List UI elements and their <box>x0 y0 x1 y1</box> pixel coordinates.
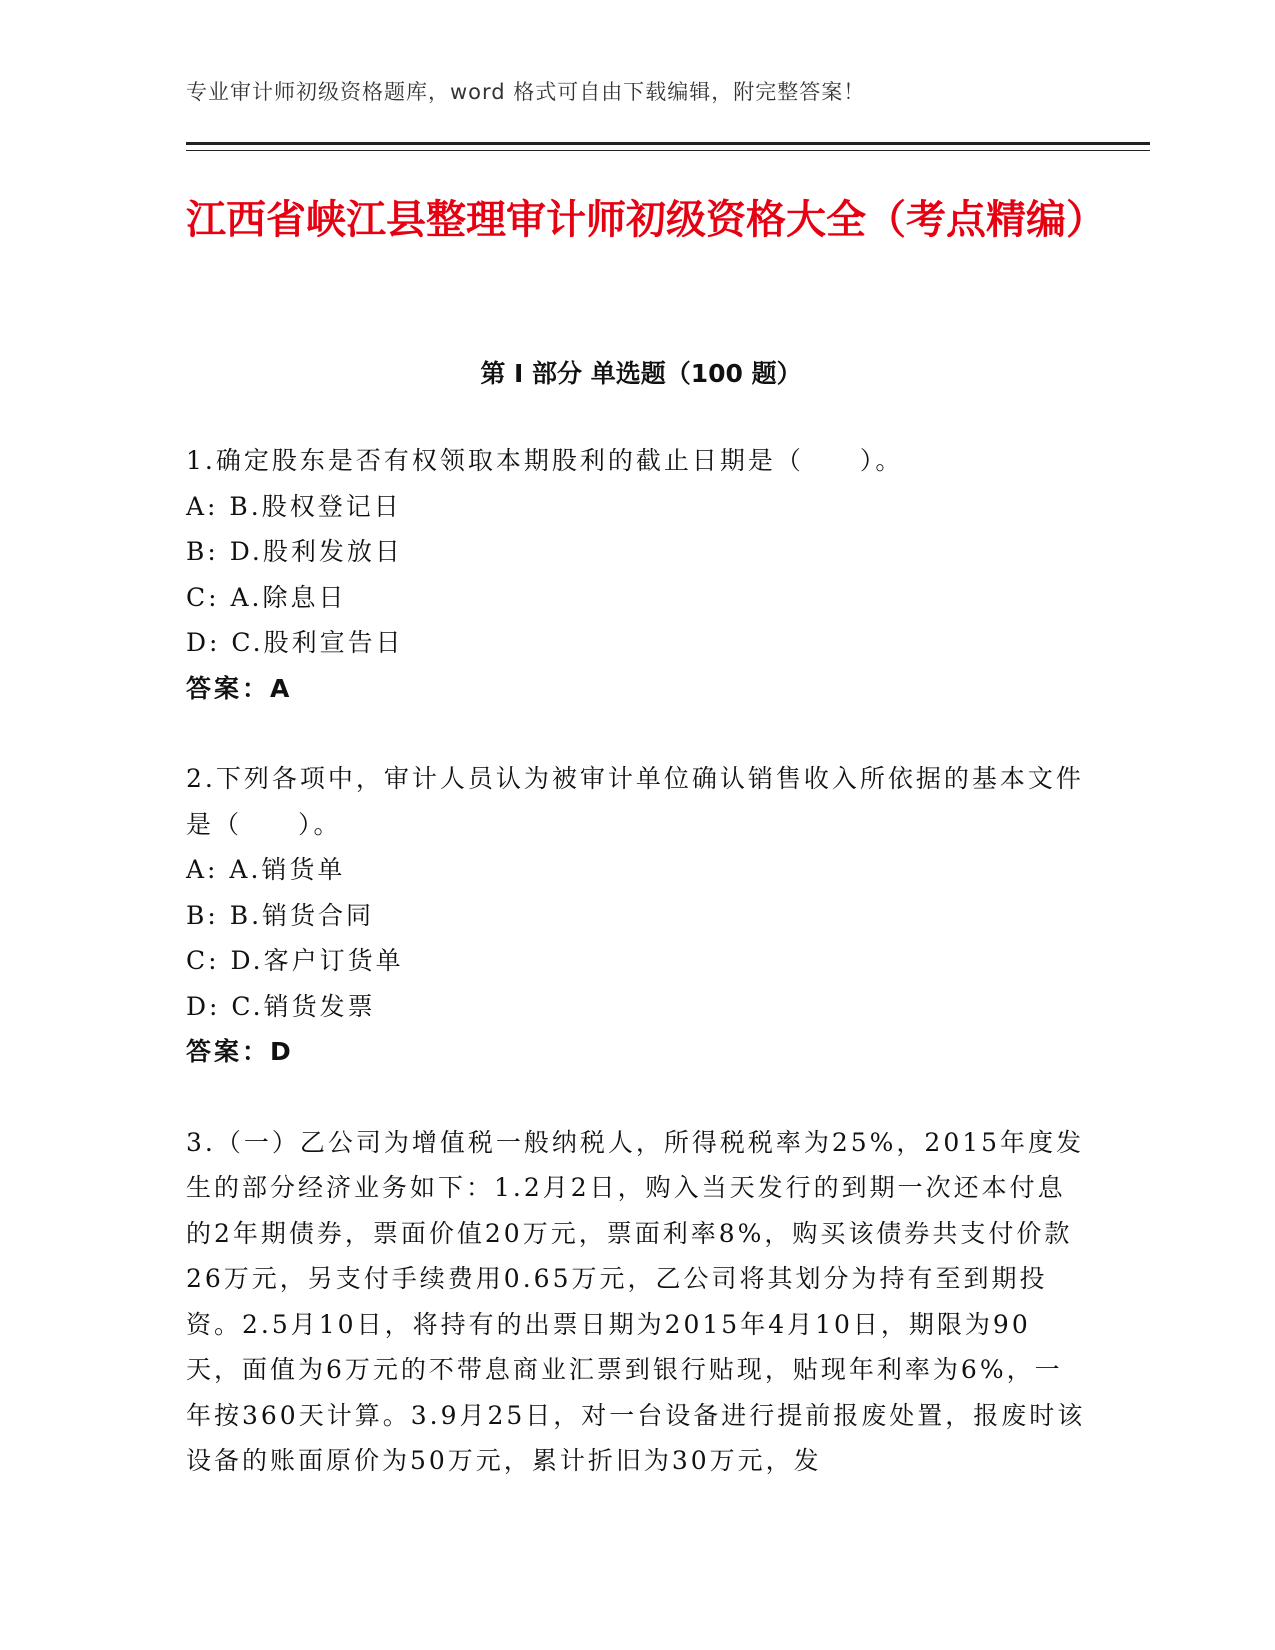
header-divider <box>186 142 1150 151</box>
option-b: B: D.股利发放日 <box>186 537 403 566</box>
question-text: 3.（一）乙公司为增值税一般纳税人，所得税税率为25%，2015年度发生的部分经济业务如下：1.2月2日，购入当天发行的到期一次还本付息的2年期债券，票面价值20万元，票面利率8%，购买该债券共支付价款26万元，另支付手续费用0.65万元，乙公司将其划分为持有至到期投资。2.5月10日，将持有的出票日期为2015年4月10日，期限为90天，面值为6万元的不带息商业汇票到银行贴现，贴现年利率为6%，一年按360天计算。3.9月25日，对一台设备进行提前报废处置，报废时该设备的账面原价为50万元，累计折旧为30万元，发 <box>186 1127 1086 1475</box>
document-title: 江西省峡江县整理审计师初级资格大全（考点精编） <box>186 197 1106 243</box>
option-b: B: B.销货合同 <box>186 900 375 930</box>
header-note: 专业审计师初级资格题库，word 格式可自由下载编辑，附完整答案！ <box>186 80 866 104</box>
option-a: A: A.销货单 <box>186 855 346 884</box>
question-text: 2.下列各项中，审计人员认为被审计单位确认销售收入所依据的基本文件是（ ）。 <box>186 764 1084 839</box>
option-a: A: B.股权登记日 <box>186 491 402 521</box>
option-c: C: D.客户订货单 <box>186 946 404 975</box>
question-list <box>186 438 1086 1529</box>
option-d: D: C.股利宣告日 <box>186 628 404 657</box>
answer: 答案：A <box>186 673 293 703</box>
question-3 <box>186 1120 1086 1484</box>
answer: 答案：D <box>186 1037 294 1066</box>
option-c: C: A.除息日 <box>186 582 347 612</box>
question-text: 1.确定股东是否有权领取本期股利的截止日期是（ ）。 <box>186 446 904 475</box>
question-2 <box>186 756 1086 1075</box>
section-title: 第 I 部分 单选题（100 题） <box>480 359 802 388</box>
question-1 <box>186 438 1086 711</box>
option-d: D: C.销货发票 <box>186 991 376 1021</box>
